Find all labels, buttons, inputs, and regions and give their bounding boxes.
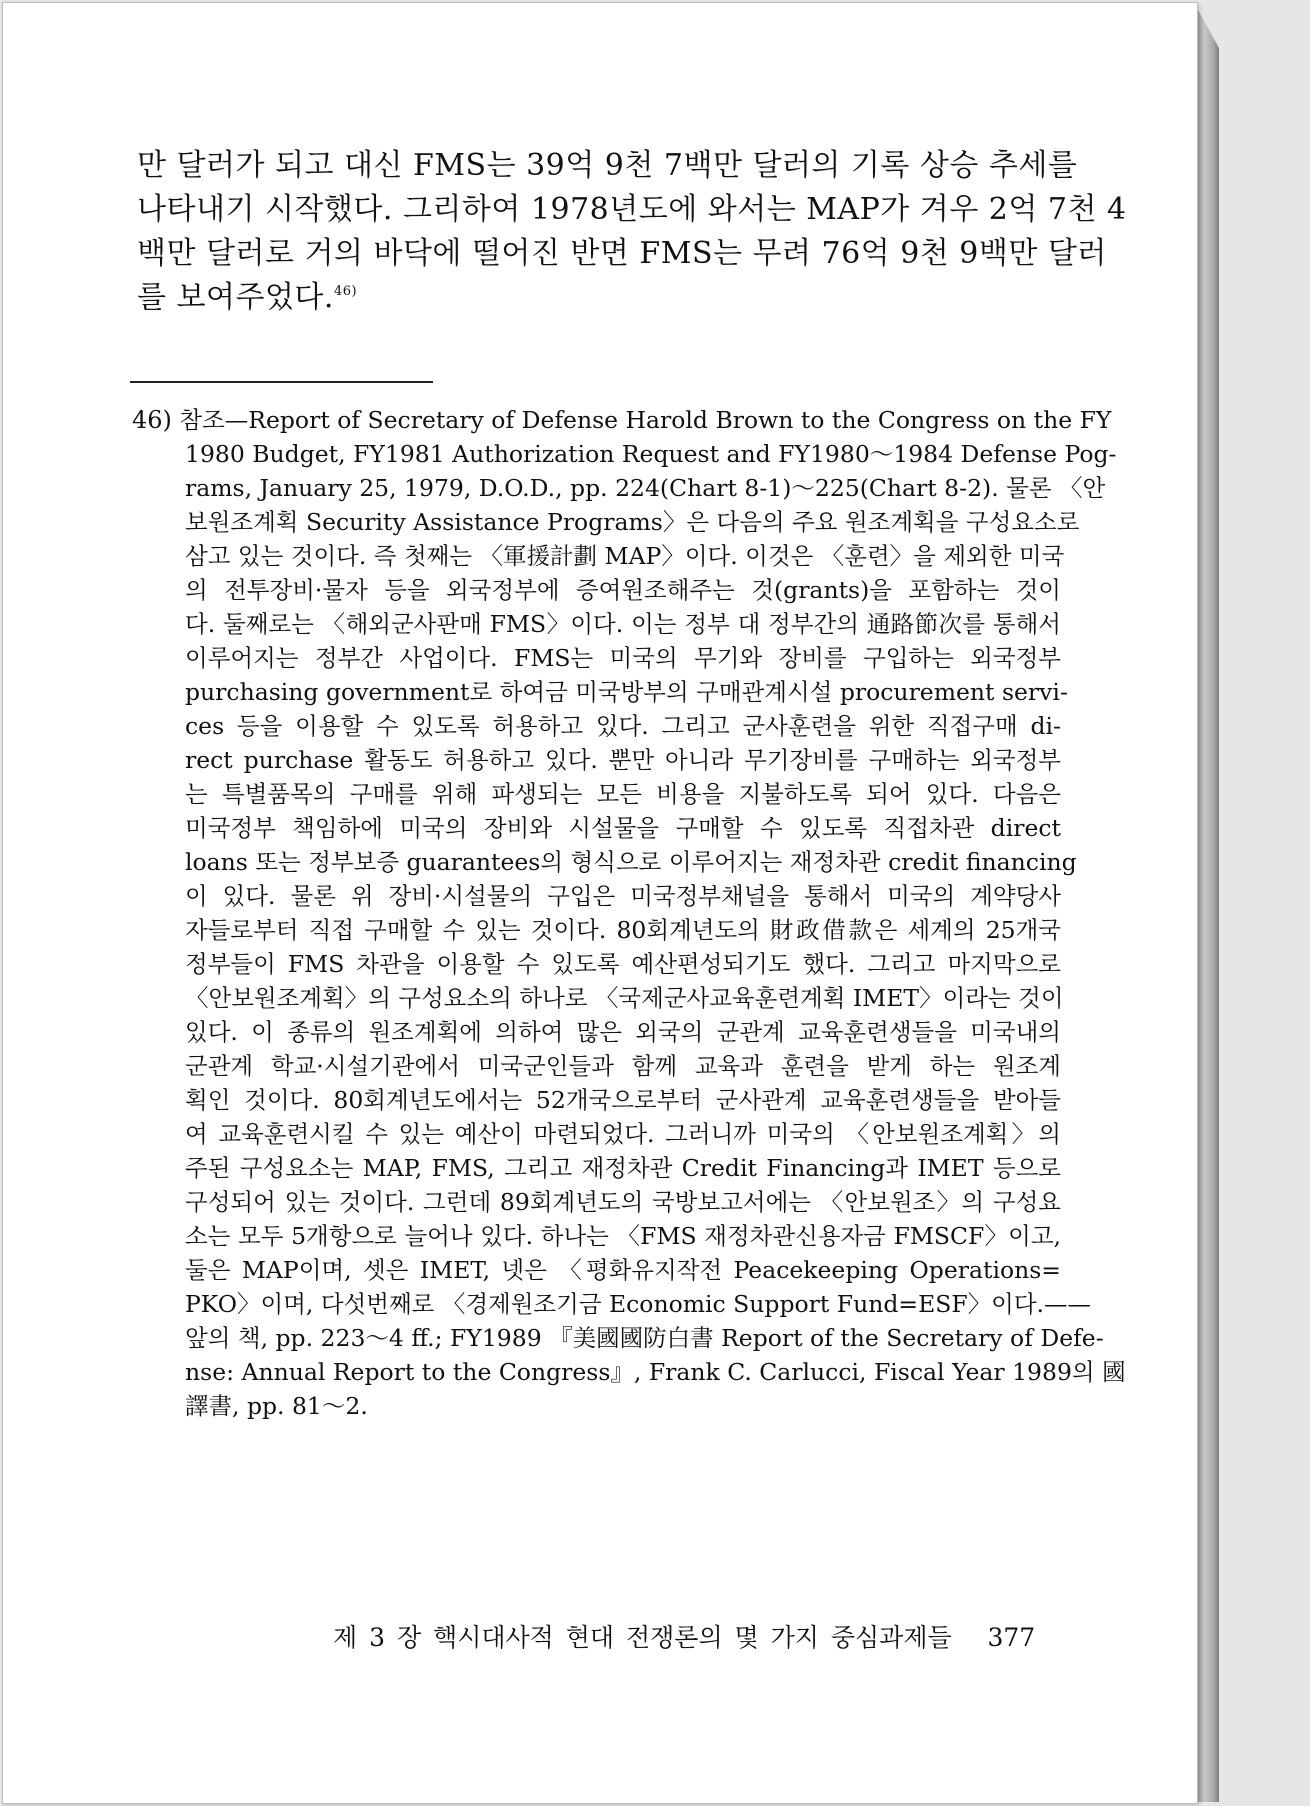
body-line-4-text: 를 보여주었다. [137, 280, 334, 315]
footnote-line-25: 소는 모두 5개항으로 늘어나 있다. 하나는 〈FMS 재정차관신용자금 FMSCF〉이고, [185, 1222, 1061, 1250]
page-number: 377 [987, 1623, 1036, 1652]
footnote-line-13: 미국정부 책임하에 미국의 장비와 시설물을 구매할 수 있도록 직접차관 direct [185, 814, 1061, 842]
footnote-line-10: ces 등을 이용할 수 있도록 허용하고 있다. 그리고 군사훈련을 위한 직접구매 di- [185, 712, 1061, 740]
footnote-divider [130, 381, 433, 383]
footnote-line-18: 〈안보원조계획〉의 구성요소의 하나로 〈국제군사교육훈련계획 IMET〉이라는 것이 [185, 984, 1064, 1012]
footnote-line-1 [132, 403, 1112, 437]
footnote-line-22: 여 교육훈련시킬 수 있는 예산이 마련되었다. 그러니까 미국의 〈안보원조계획〉의 [185, 1120, 1061, 1148]
footnote-line-2: 1980 Budget, FY1981 Authorization Request and FY1980〜1984 Defense Pog- [185, 440, 1117, 468]
body-line-4 [137, 276, 1061, 320]
footnote-line-1-text: 참조—Report of Secretary of Defense Harold Brown to the Congress on the FY [179, 406, 1112, 434]
footnote-line-3: rams, January 25, 1979, D.O.D., pp. 224(Chart 8-1)〜225(Chart 8-2). 물론 〈안 [185, 474, 1106, 502]
footnote-line-30: 譯書, pp. 81〜2. [185, 1392, 368, 1420]
running-footer [333, 1620, 1036, 1656]
footnote-line-19: 있다. 이 종류의 원조계획에 의하여 많은 외국의 군관계 교육훈련생들을 미국내의 [185, 1018, 1061, 1046]
footnote-reference: 46) [333, 284, 358, 299]
footnote-line-17: 정부들이 FMS 차관을 이용할 수 있도록 예산편성되기도 했다. 그리고 마지막으로 [185, 950, 1061, 978]
book-page [2, 2, 1198, 1804]
footnote-line-6: 의 전투장비·물자 등을 외국정부에 증여원조해주는 것(grants)을 포함하는 것이 [185, 576, 1061, 604]
footnote-line-21: 획인 것이다. 80회계년도에서는 52개국으로부터 군사관계 교육훈련생들을 받아들 [185, 1086, 1061, 1114]
body-line-3: 백만 달러로 거의 바닥에 떨어진 반면 FMS는 무려 76억 9천 9백만 달러 [137, 236, 1107, 271]
footnote-line-16: 자들로부터 직접 구매할 수 있는 것이다. 80회계년도의 財政借款은 세계의 25개국 [185, 916, 1061, 944]
footnote-line-7: 다. 둘째로는 〈해외군사판매 FMS〉이다. 이는 정부 대 정부간의 通路節次를 통해서 [185, 610, 1061, 638]
footnote-line-11: rect purchase 활동도 허용하고 있다. 뿐만 아니라 무기장비를 구매하는 외국정부 [185, 746, 1061, 774]
footnote-line-15: 이 있다. 물론 위 장비·시설물의 구입은 미국정부채널을 통해서 미국의 계약당사 [185, 882, 1061, 910]
body-line-1: 만 달러가 되고 대신 FMS는 39억 9천 7백만 달러의 기록 상승 추세를 [137, 148, 1078, 183]
footnote-line-14: loans 또는 정부보증 guarantees의 형식으로 이루어지는 재정차관 credit financing [185, 848, 1077, 876]
body-line-2: 나타내기 시작했다. 그리하여 1978년도에 와서는 MAP가 겨우 2억 7천 4 [137, 192, 1127, 227]
chapter-title: 제 3 장 핵시대사적 현대 전쟁론의 몇 가지 중심과제들 [333, 1623, 952, 1652]
footnote-marker: 46) [132, 406, 172, 434]
footnote-line-5: 삼고 있는 것이다. 즉 첫째는 〈軍援計劃 MAP〉이다. 이것은 〈훈련〉을 제외한 미국 [185, 542, 1065, 570]
footnote-line-8: 이루어지는 정부간 사업이다. FMS는 미국의 무기와 장비를 구입하는 외국정부 [185, 644, 1061, 672]
page-edge [1197, 8, 1219, 1802]
footnote-line-12: 는 특별품목의 구매를 위해 파생되는 모든 비용을 지불하도록 되어 있다. 다음은 [185, 780, 1061, 808]
footnote-line-29: nse: Annual Report to the Congress』, Frank C. Carlucci, Fiscal Year 1989의 國 [185, 1358, 1126, 1386]
footnote-line-26: 둘은 MAP이며, 셋은 IMET, 넷은 〈평화유지작전 Peacekeeping Operations= [185, 1256, 1061, 1284]
footnote-line-24: 구성되어 있는 것이다. 그런데 89회계년도의 국방보고서에는 〈안보원조〉의 구성요 [185, 1188, 1061, 1216]
footnote-line-20: 군관계 학교·시설기관에서 미국군인들과 함께 교육과 훈련을 받게 하는 원조계 [185, 1052, 1061, 1080]
footnote-line-23: 주된 구성요소는 MAP, FMS, 그리고 재정차관 Credit Financing과 IMET 등으로 [185, 1154, 1061, 1182]
footnote-line-27: PKO〉이며, 다섯번째로 〈경제원조기금 Economic Support Fund=ESF〉이다.—— [185, 1290, 1092, 1318]
footnote-line-9: purchasing government로 하여금 미국방부의 구매관계시설 procurement servi- [185, 678, 1068, 706]
footnote-line-4: 보원조계획 Security Assistance Programs〉은 다음의 주요 원조계획을 구성요소로 [185, 508, 1080, 536]
footnote-line-28: 앞의 책, pp. 223〜4 ff.; FY1989 『美國國防白書 Report of the Secretary of Defe- [185, 1324, 1104, 1352]
